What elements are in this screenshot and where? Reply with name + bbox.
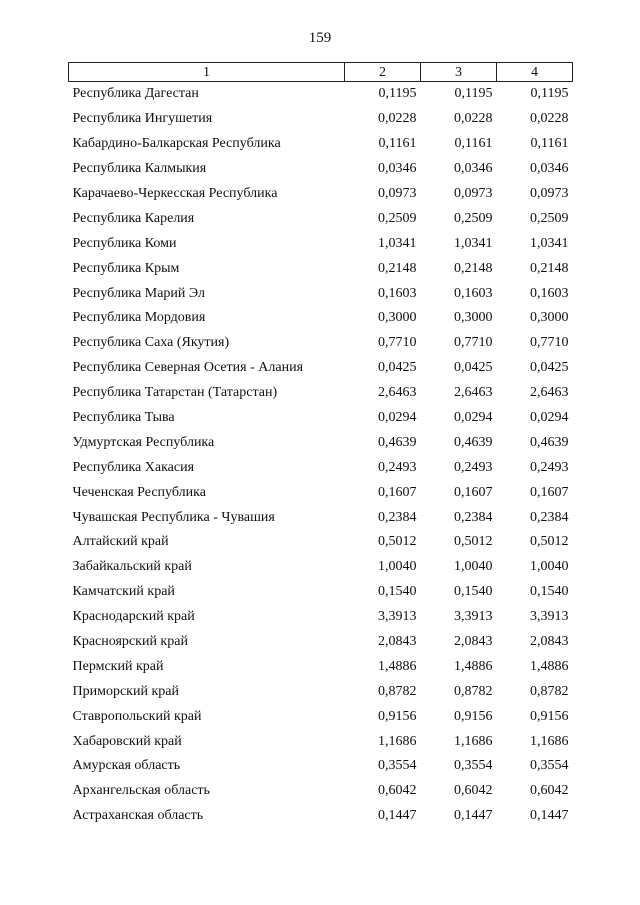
value-col-4: 1,1686 [530, 733, 569, 749]
table-row [69, 157, 573, 182]
value-col-3: 0,1603 [454, 285, 493, 301]
value-col-3: 0,1195 [454, 86, 493, 102]
table-row [69, 132, 573, 157]
region-name: Кабардино-Балкарская Республика [72, 136, 281, 152]
region-name: Республика Калмыкия [72, 161, 207, 177]
region-name: Республика Татарстан (Татарстан) [72, 385, 278, 401]
value-col-3: 0,2509 [454, 210, 493, 226]
region-name: Астраханская область [72, 808, 204, 824]
region-name: Республика Дагестан [72, 86, 199, 102]
value-col-3: 0,1540 [454, 584, 493, 600]
value-col-2: 2,6463 [378, 385, 417, 401]
value-col-3: 0,7710 [454, 335, 493, 351]
region-name: Камчатский край [72, 584, 175, 600]
region-name: Карачаево-Черкесская Республика [72, 186, 278, 201]
header-row [69, 63, 573, 82]
table-row [69, 605, 573, 630]
value-col-2: 0,9156 [378, 708, 417, 724]
value-col-2: 0,2493 [378, 459, 417, 475]
value-col-4: 0,1607 [530, 484, 569, 500]
region-name: Республика Тыва [72, 410, 175, 426]
value-col-3: 0,0294 [454, 410, 493, 426]
value-col-2: 0,1607 [378, 484, 417, 500]
region-name: Республика Саха (Якутия) [72, 335, 230, 351]
value-col-3: 0,0425 [454, 360, 493, 376]
header-col-2: 2 [345, 63, 421, 82]
region-name: Республика Карелия [72, 210, 195, 226]
value-col-2: 0,5012 [378, 534, 417, 550]
value-col-4: 0,0294 [530, 410, 569, 426]
table-row [69, 182, 573, 207]
region-name: Республика Коми [72, 235, 177, 251]
value-col-4: 0,3000 [530, 310, 569, 326]
value-col-2: 0,1161 [378, 136, 417, 152]
region-name: Забайкальский край [72, 559, 192, 575]
region-name: Краснодарский край [72, 609, 195, 625]
value-col-2: 0,2148 [378, 260, 417, 276]
value-col-3: 0,3000 [454, 310, 493, 326]
value-col-4: 1,4886 [530, 658, 569, 674]
value-col-4: 2,6463 [530, 385, 569, 401]
value-col-4: 0,2148 [530, 260, 569, 276]
header-col-3: 3 [421, 63, 497, 82]
table-row [69, 381, 573, 406]
region-name: Республика Ингушетия [72, 111, 213, 127]
value-col-4: 0,1540 [530, 584, 569, 600]
value-col-4: 0,1447 [530, 808, 569, 824]
region-name: Ставропольский край [72, 708, 202, 724]
region-name: Пермский край [72, 658, 164, 674]
table-row [69, 430, 573, 455]
region-name: Республика Марий Эл [72, 285, 205, 301]
region-name: Чувашская Республика - Чувашия [72, 509, 275, 525]
table-row [69, 356, 573, 381]
header-col-4: 4 [497, 63, 573, 82]
value-col-4: 0,7710 [530, 335, 569, 351]
value-col-4: 2,0843 [530, 634, 569, 650]
table-row [69, 779, 573, 804]
page-number: 159 [308, 30, 332, 46]
value-col-4: 3,3913 [530, 609, 569, 625]
value-col-4: 1,0040 [530, 559, 569, 575]
value-col-4: 0,9156 [530, 708, 569, 724]
table-row [69, 82, 573, 107]
value-col-3: 0,2148 [454, 260, 493, 276]
table-row [69, 505, 573, 530]
region-name: Чеченская Республика [72, 484, 206, 500]
value-col-3: 0,6042 [454, 783, 493, 799]
value-col-4: 0,6042 [530, 783, 569, 799]
value-col-3: 0,3554 [454, 758, 493, 774]
table-row [69, 555, 573, 580]
value-col-2: 0,0425 [378, 360, 417, 376]
value-col-2: 0,0228 [378, 111, 417, 127]
value-col-2: 0,1447 [378, 808, 417, 824]
value-col-3: 2,6463 [454, 385, 493, 401]
value-col-2: 0,0294 [378, 410, 417, 426]
value-col-3: 1,0341 [454, 235, 493, 251]
table-row [69, 480, 573, 505]
value-col-2: 0,7710 [378, 335, 417, 351]
region-name: Амурская область [72, 758, 181, 774]
value-col-4: 0,0425 [530, 360, 569, 376]
table-row [69, 729, 573, 754]
value-col-4: 0,2509 [530, 210, 569, 226]
table-row [69, 256, 573, 281]
value-col-2: 2,0843 [378, 634, 417, 650]
value-col-2: 1,0341 [378, 235, 417, 251]
value-col-4: 0,0228 [530, 111, 569, 127]
region-name: Удмуртская Республика [72, 434, 215, 450]
table-row [69, 580, 573, 605]
value-col-4: 1,0341 [530, 235, 569, 251]
value-col-4: 0,2384 [530, 509, 569, 525]
value-col-3: 0,0973 [454, 186, 493, 201]
value-col-3: 3,3913 [454, 609, 493, 625]
region-name: Алтайский край [72, 534, 169, 550]
value-col-3: 0,8782 [454, 683, 493, 699]
value-col-3: 0,2384 [454, 509, 493, 525]
table-header [69, 63, 573, 82]
value-col-3: 1,4886 [454, 658, 493, 674]
region-name: Хабаровский край [72, 733, 182, 749]
value-col-2: 0,4639 [378, 434, 417, 450]
value-col-2: 0,1195 [378, 86, 417, 102]
value-col-2: 0,3000 [378, 310, 417, 326]
value-col-4: 0,3554 [530, 758, 569, 774]
header-col-1: 1 [69, 63, 345, 82]
value-col-2: 1,1686 [378, 733, 417, 749]
value-col-2: 0,2384 [378, 509, 417, 525]
table-body [69, 82, 573, 829]
value-col-2: 1,4886 [378, 658, 417, 674]
value-col-2: 3,3913 [378, 609, 417, 625]
value-col-2: 0,2509 [378, 210, 417, 226]
value-col-3: 0,5012 [454, 534, 493, 550]
table-row [69, 804, 573, 829]
region-name: Приморский край [72, 683, 179, 699]
value-col-4: 0,1195 [530, 86, 569, 102]
region-name: Республика Хакасия [72, 459, 195, 475]
value-col-2: 0,0973 [378, 186, 417, 201]
value-col-3: 0,1447 [454, 808, 493, 824]
data-table [68, 62, 573, 829]
value-col-4: 0,1603 [530, 285, 569, 301]
value-col-2: 0,0346 [378, 161, 417, 177]
value-col-4: 0,0346 [530, 161, 569, 177]
value-col-2: 0,6042 [378, 783, 417, 799]
value-col-3: 0,0346 [454, 161, 493, 177]
table-row [69, 281, 573, 306]
table-row [69, 331, 573, 356]
table-row [69, 530, 573, 555]
table-row [69, 654, 573, 679]
value-col-3: 0,4639 [454, 434, 493, 450]
value-col-3: 0,9156 [454, 708, 493, 724]
table-row [69, 206, 573, 231]
region-name: Архангельская область [72, 783, 210, 799]
value-col-4: 0,4639 [530, 434, 569, 450]
region-name: Красноярский край [72, 634, 188, 650]
region-name: Республика Крым [72, 260, 180, 276]
table-row [69, 107, 573, 132]
region-name: Республика Мордовия [72, 310, 206, 326]
value-col-2: 0,3554 [378, 758, 417, 774]
region-name: Республика Северная Осетия - Алания [72, 360, 304, 376]
value-col-4: 0,0973 [530, 186, 569, 201]
table-row [69, 704, 573, 729]
table-row [69, 679, 573, 704]
value-col-3: 0,2493 [454, 459, 493, 475]
value-col-3: 1,1686 [454, 733, 493, 749]
value-col-2: 0,1603 [378, 285, 417, 301]
table-row [69, 630, 573, 655]
value-col-3: 2,0843 [454, 634, 493, 650]
table-row [69, 306, 573, 331]
value-col-4: 0,8782 [530, 683, 569, 699]
value-col-3: 1,0040 [454, 559, 493, 575]
table-row [69, 231, 573, 256]
table-row [69, 754, 573, 779]
value-col-4: 0,5012 [530, 534, 569, 550]
value-col-2: 1,0040 [378, 559, 417, 575]
value-col-3: 0,1607 [454, 484, 493, 500]
value-col-4: 0,2493 [530, 459, 569, 475]
table-row [69, 406, 573, 431]
value-col-2: 0,1540 [378, 584, 417, 600]
value-col-3: 0,0228 [454, 111, 493, 127]
value-col-3: 0,1161 [454, 136, 493, 152]
value-col-2: 0,8782 [378, 683, 417, 699]
table-row [69, 455, 573, 480]
value-col-4: 0,1161 [530, 136, 569, 152]
